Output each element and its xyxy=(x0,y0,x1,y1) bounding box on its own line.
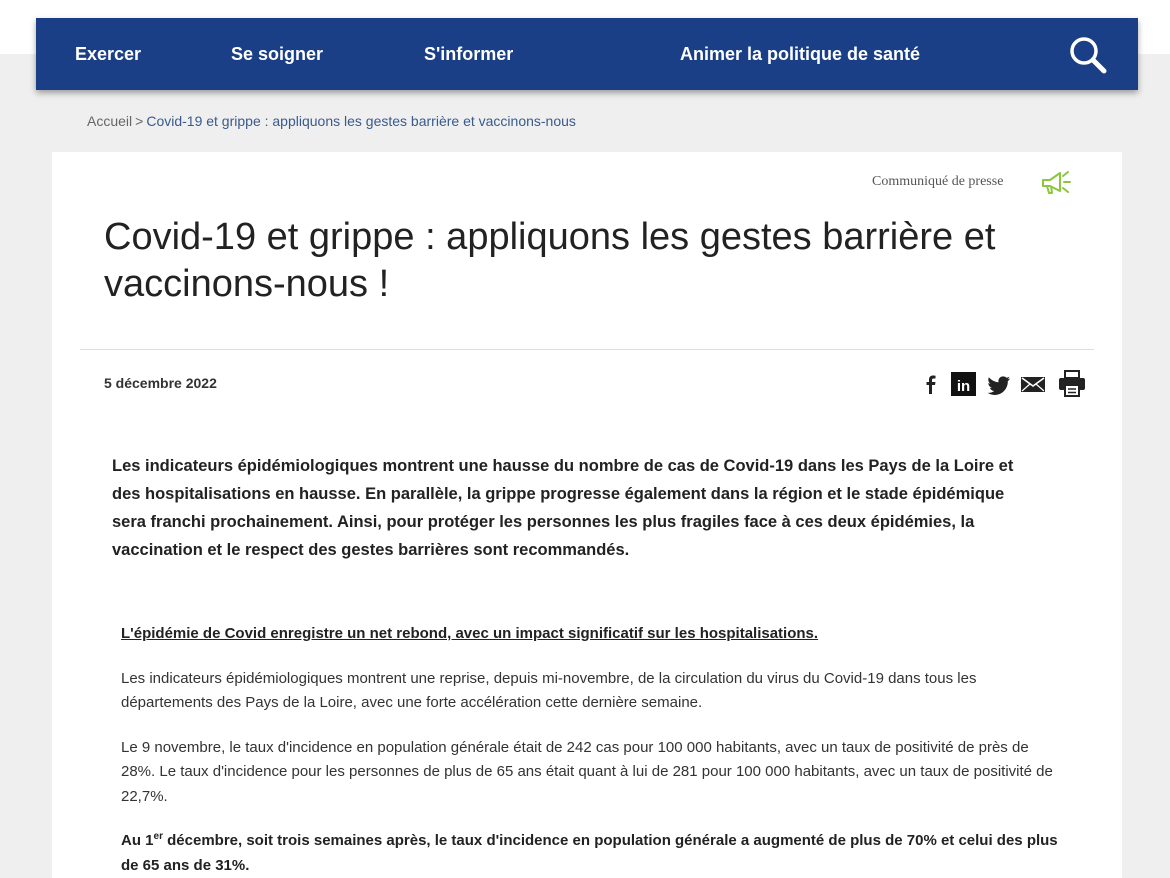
twitter-icon[interactable] xyxy=(986,370,1012,398)
breadcrumb xyxy=(87,113,576,129)
article-lead: Les indicateurs épidémiologiques montrent une hausse du nombre de cas de Covid-19 dans les Pays de la Loire et des hospitalisations en hausse. En parallèle, la grippe progresse également dans la région et le stade épidémique sera franchi prochainement. Ainsi, pour protéger les personnes les plus fragiles face à ces deux épidémies, la vaccination et le respect des gestes barrières sont recommandés. xyxy=(112,457,1014,559)
para3-superscript: er xyxy=(153,831,163,842)
linkedin-letters: in xyxy=(956,378,971,395)
article-card xyxy=(52,152,1122,878)
para3-rest: décembre, soit trois semaines après, le taux d'incidence en population générale a augmenté de plus de 70% et celui des plus de 65 ans de 31%. xyxy=(121,832,1058,874)
publication-date: 5 décembre 2022 xyxy=(104,375,217,391)
section-heading: L'épidémie de Covid enregistre un net rebond, avec un impact significatif sur les hospitalisations. xyxy=(121,625,819,642)
nav-item-exercer[interactable]: Exercer xyxy=(75,44,142,64)
paragraph-circulation: Les indicateurs épidémiologiques montrent une reprise, depuis mi-novembre, de la circulation du virus du Covid-19 dans tous les départements des Pays de la Loire, avec une forte accélération cette dernière semaine. xyxy=(121,669,977,711)
paragraph-incidence-november: Le 9 novembre, le taux d'incidence en population générale était de 242 cas pour 100 000 habitants, avec un taux de positivité de près de 28%. Le taux d'incidence pour les personnes de plus de 65 ans était quant à lui de 281 pour 100 000 habitants, avec un taux de positivité de 22,7%. xyxy=(121,738,1053,805)
linkedin-icon[interactable] xyxy=(950,370,978,398)
breadcrumb-current: Covid-19 et grippe : appliquons les gestes barrière et vaccinons-nous xyxy=(146,113,576,129)
paragraph-incidence-december xyxy=(121,829,1061,878)
megaphone-icon xyxy=(1040,170,1072,196)
breadcrumb-home-link[interactable]: Accueil xyxy=(87,113,133,129)
email-icon[interactable] xyxy=(1019,370,1047,398)
nav-item-se-soigner[interactable]: Se soigner xyxy=(231,44,324,64)
breadcrumb-separator: > xyxy=(135,113,144,129)
nav-item-s-informer[interactable]: S'informer xyxy=(424,44,514,64)
main-navigation xyxy=(36,18,1138,90)
page-title: Covid-19 et grippe : appliquons les gestes barrière et vaccinons-nous ! xyxy=(104,216,996,305)
para3-prefix: Au 1 xyxy=(121,832,154,849)
nav-item-animer-politique-sante[interactable]: Animer la politique de santé xyxy=(680,44,921,64)
print-icon[interactable] xyxy=(1057,368,1087,396)
search-icon[interactable] xyxy=(1068,35,1108,75)
article-body xyxy=(121,622,1061,878)
press-release-tag[interactable]: Communiqué de presse xyxy=(872,174,1004,189)
title-divider xyxy=(80,349,1094,350)
facebook-icon[interactable] xyxy=(922,370,938,398)
